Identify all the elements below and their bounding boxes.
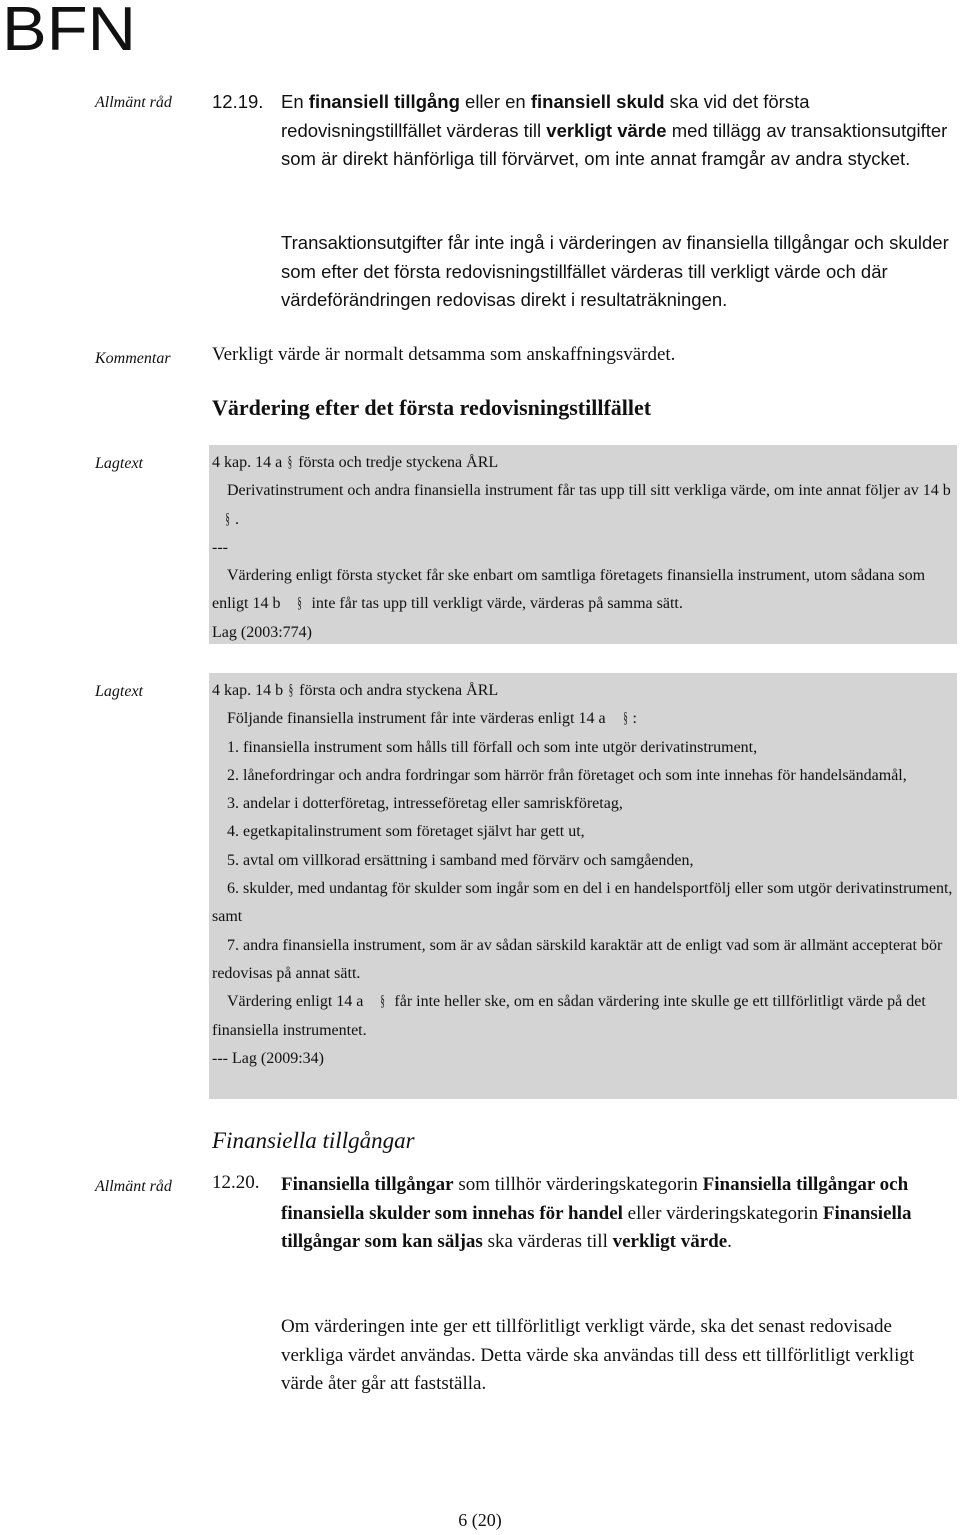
law-citation: Lag (2003:774) <box>212 623 312 641</box>
section-heading: Finansiella tillgångar <box>212 1128 415 1153</box>
law-paragraph: Derivatinstrument och andra finansiella instrument får tas upp till sitt verkliga värde, om inte annat följer av 14 b § . <box>225 482 951 528</box>
label-allmant-rad: Allmänt råd <box>95 1178 172 1195</box>
comment-text: Verkligt värde är normalt detsamma som anskaffningsvärdet. <box>212 344 676 365</box>
label-allmant-rad: Allmänt råd <box>95 94 172 111</box>
law-citation: --- Lag (2009:34) <box>212 1049 324 1067</box>
advice-paragraph: En finansiell tillgång eller en finansiell skuld ska vid det första redovisningstillfället värderas till verkligt värde med tillägg av transaktionsutgifter som är direkt hänförliga till förvärvet, om inte annat framgår av andra stycket. <box>281 91 948 169</box>
page-number: 6 (20) <box>458 1510 502 1530</box>
list-item: 5. avtal om villkorad ersättning i samband med förvärv och samgåenden, <box>227 851 694 869</box>
logo-text: BFN <box>2 0 136 56</box>
label-lagtext: Lagtext <box>95 455 143 472</box>
bfn-logo <box>2 0 142 61</box>
law-reference: 4 kap. 14 a § första och tredje styckena ÅRL <box>212 454 499 471</box>
section-heading: Värdering efter det första redovisningstillfället <box>212 395 652 420</box>
law-paragraph: Följande finansiella instrument får inte värderas enligt 14 a § : <box>227 710 637 728</box>
advice-paragraph-2: Transaktionsutgifter får inte ingå i värderingen av finansiella tillgångar och skulder som efter det första redovisningstillfället värderas till verkligt värde och där värdeförändringen redovisas direkt i resultaträkningen. <box>281 232 949 310</box>
list-item: 3. andelar i dotterföretag, intresseföretag eller samriskföretag, <box>227 795 623 813</box>
advice-paragraph: Finansiella tillgångar som tillhör värderingskategorin Finansiella tillgångar och finansiella skulder som innehas för handel eller värderingskategorin Finansiella tillgångar som kan säljas ska värderas till verkligt värde. <box>281 1174 912 1252</box>
list-item: 6. skulder, med undantag för skulder som ingår som en del i en handelsportfölj eller som utgör derivatinstrument, samt <box>212 880 953 926</box>
law-paragraph: Värdering enligt första stycket får ske enbart om samtliga företagets finansiella instrument, utom sådana som enligt 14 b § inte får tas upp till verkligt värde, värderas på samma sätt. <box>212 567 926 613</box>
list-item: 2. lånefordringar och andra fordringar som härrör från företaget och som inte innehas för handelsändamål, <box>227 766 907 784</box>
label-kommentar: Kommentar <box>95 350 171 367</box>
law-text-box <box>209 445 957 644</box>
list-item: 1. finansiella instrument som hålls till förfall och som inte utgör derivatinstrument, <box>227 738 758 756</box>
law-separator: --- <box>212 538 228 556</box>
list-item: 4. egetkapitalinstrument som företaget självt har gett ut, <box>227 823 585 841</box>
law-reference: 4 kap. 14 b § första och andra styckena ÅRL <box>212 682 499 699</box>
list-item: 7. andra finansiella instrument, som är av sådan särskild karaktär att de enligt vad som är allmänt accepterat bör redovisas på annat sätt. <box>212 936 943 982</box>
law-text-box <box>209 673 957 1099</box>
law-paragraph: Värdering enligt 14 a § får inte heller ske, om en sådan värdering inte skulle ge ett tillförlitligt värde på det finansiella instrumentet. <box>212 993 926 1039</box>
advice-paragraph-2: Om värderingen inte ger ett tillförlitligt verkligt värde, ska det senast redovisade verkliga värdet användas. Detta värde ska användas till dess ett tillförlitligt verkligt värde åter går att fastställa. <box>281 1316 915 1394</box>
section-number: 12.19. <box>212 91 264 112</box>
label-lagtext: Lagtext <box>95 683 143 700</box>
section-number: 12.20. <box>212 1172 260 1193</box>
